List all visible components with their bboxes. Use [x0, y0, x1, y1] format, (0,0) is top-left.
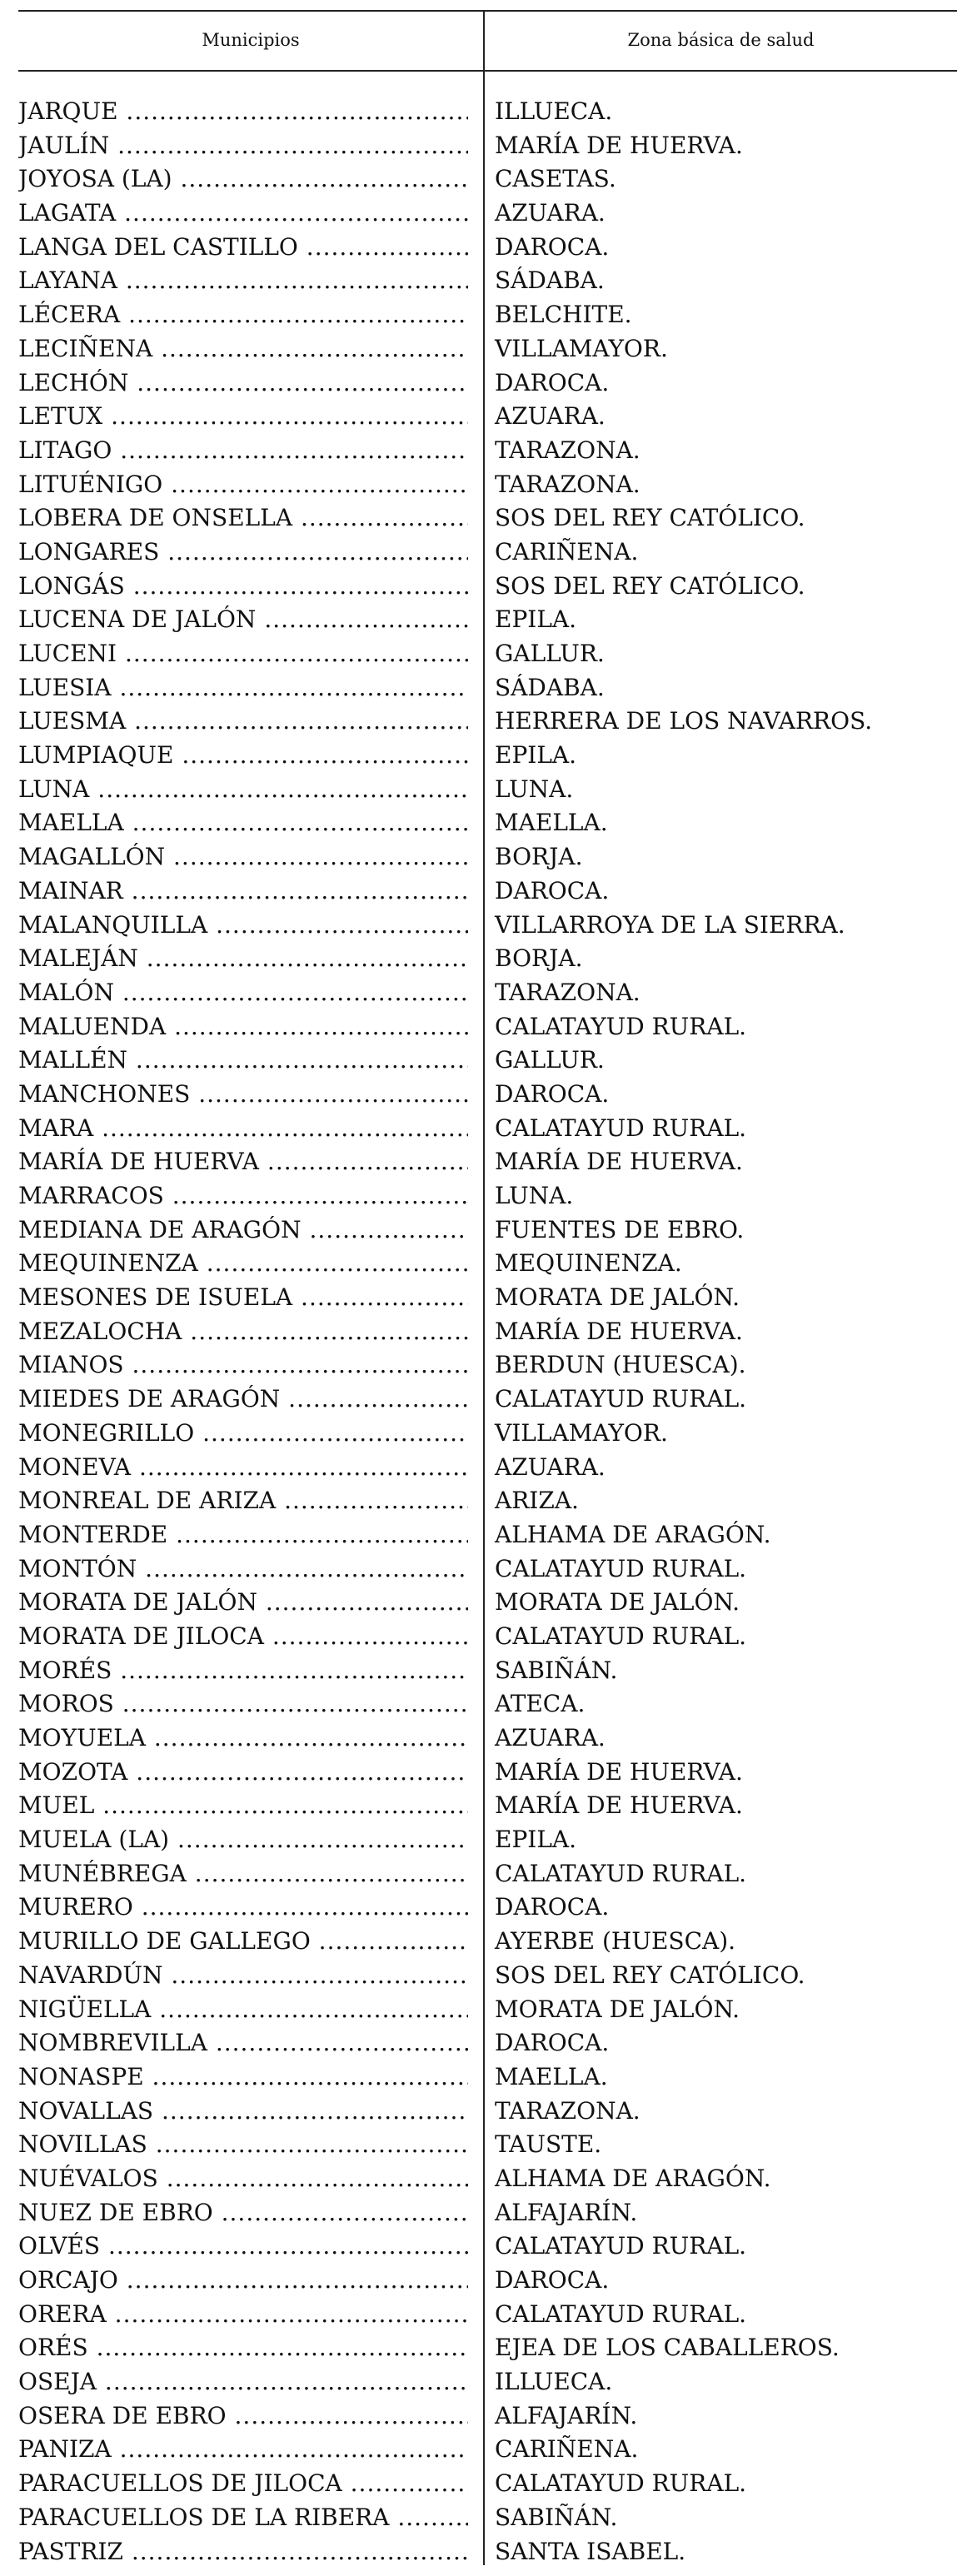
table-row [0, 1213, 957, 1248]
municipio-cell: MOZOTA ..... [18, 1756, 468, 1790]
municipio-cell: MUEL ..... [18, 1789, 468, 1823]
table-row [0, 1451, 957, 1485]
municipio-cell: NOVILLAS ..... [18, 2128, 468, 2162]
zona-cell: ATECA. [495, 1690, 586, 1718]
zona-cell: SÁDABA. [495, 267, 605, 295]
municipio-cell: OSERA DE EBRO ..... [18, 2399, 468, 2434]
table-row [0, 1857, 957, 1891]
municipio-cell: NIGÜELLA ..... [18, 1993, 468, 2027]
table-row [0, 2128, 957, 2162]
zona-cell: TARAZONA. [495, 436, 640, 464]
zona-cell: CALATAYUD RURAL. [495, 2469, 747, 2498]
zona-cell: DAROCA. [495, 1079, 610, 1108]
municipio-cell: PANIZA ..... [18, 2433, 468, 2467]
municipio-cell: MARÍA DE HUERVA ..... [18, 1145, 468, 1179]
municipio-cell: MALÓN ..... [18, 976, 468, 1010]
table-row [0, 874, 957, 909]
table-row [0, 1078, 957, 1112]
municipio-cell: LUNA ..... [18, 773, 468, 807]
zona-cell: AZUARA. [495, 1724, 606, 1751]
municipio-cell: LUESMA ..... [18, 705, 468, 739]
table-row [0, 1145, 957, 1179]
municipio-cell: LUCENI ..... [18, 637, 468, 671]
municipio-cell: LONGARES ..... [18, 536, 468, 570]
zona-cell: CARIÑENA. [495, 2435, 639, 2464]
table-row [0, 2399, 957, 2434]
municipio-cell: MIANOS ..... [18, 1348, 468, 1383]
zona-cell: MARÍA DE HUERVA. [495, 131, 743, 159]
table-row [0, 976, 957, 1010]
municipio-cell: MUNÉBREGA ..... [18, 1857, 468, 1891]
header-bottom-rule [18, 70, 957, 72]
table-row [0, 1586, 957, 1620]
municipio-cell: MONTÓN ..... [18, 1552, 468, 1587]
zona-cell: ALHAMA DE ARAGÓN. [495, 2164, 771, 2192]
municipio-cell: LAGATA ..... [18, 197, 468, 231]
table-row [0, 1891, 957, 1925]
zona-cell: AZUARA. [495, 402, 606, 431]
zona-cell: SABIÑÁN. [495, 2503, 618, 2531]
municipio-cell: LONGÁS ..... [18, 570, 468, 604]
zona-cell: ILLUECA. [495, 2368, 613, 2396]
table-row [0, 570, 957, 604]
zona-cell: SOS DEL REY CATÓLICO. [495, 504, 805, 532]
zona-cell: MORATA DE JALÓN. [495, 1588, 740, 1617]
zona-cell: AYERBE (HUESCA). [495, 1927, 736, 1956]
table-row [0, 2026, 957, 2060]
table-row [0, 1993, 957, 2027]
municipio-cell: PARACUELLOS DE JILOCA ..... [18, 2467, 468, 2501]
zona-cell: DAROCA. [495, 876, 610, 904]
zona-cell: CALATAYUD RURAL. [495, 1114, 747, 1142]
table-row [0, 264, 957, 298]
table-row [0, 231, 957, 265]
municipio-cell: NUEZ DE EBRO ..... [18, 2196, 468, 2230]
municipio-cell: OSEJA ..... [18, 2365, 468, 2399]
municipio-cell: NOVALLAS ..... [18, 2095, 468, 2129]
zona-cell: BELCHITE. [495, 301, 632, 329]
municipio-cell: ORERA ..... [18, 2298, 468, 2332]
table-row [0, 1518, 957, 1552]
municipio-cell: LITUÉNIGO ..... [18, 468, 468, 502]
municipio-cell: LITAGO ..... [18, 434, 468, 468]
table-row [0, 1823, 957, 1857]
zona-cell: ALFAJARÍN. [495, 2198, 638, 2226]
table-row [0, 603, 957, 637]
table-row [0, 1179, 957, 1213]
municipio-cell: JARQUE ..... [18, 95, 468, 129]
table-row [0, 1417, 957, 1451]
table-row [0, 637, 957, 671]
municipio-cell: MORÉS ..... [18, 1654, 468, 1688]
municipio-cell: LANGA DEL CASTILLO ..... [18, 231, 468, 265]
table-row [0, 2298, 957, 2332]
zona-cell: ILLUECA. [495, 97, 613, 125]
municipio-cell: MONEGRILLO ..... [18, 1417, 468, 1451]
table-row [0, 129, 957, 163]
municipio-cell: ORCAJO ..... [18, 2264, 468, 2298]
zona-cell: TARAZONA. [495, 2096, 640, 2125]
municipio-cell: MEZALOCHA ..... [18, 1315, 468, 1349]
zona-cell: VILLAMAYOR. [495, 1418, 668, 1447]
zona-cell: FUENTES DE EBRO. [495, 1215, 745, 1243]
municipio-cell: MARRACOS ..... [18, 1179, 468, 1213]
municipio-cell: NAVARDÚN ..... [18, 1959, 468, 1993]
table-row [0, 366, 957, 401]
zona-cell: GALLUR. [495, 640, 605, 667]
table-row [0, 1484, 957, 1518]
zona-cell: BERDUN (HUESCA). [495, 1351, 746, 1379]
table-row [0, 1925, 957, 1959]
municipio-cell: LUCENA DE JALÓN ..... [18, 603, 468, 637]
municipio-cell: MURILLO DE GALLEGO ..... [18, 1925, 468, 1959]
municipio-cell: LECHÓN ..... [18, 366, 468, 401]
table-row [0, 197, 957, 231]
municipio-cell: PARACUELLOS DE LA RIBERA ..... [18, 2501, 468, 2535]
zona-cell: MARÍA DE HUERVA. [495, 1148, 743, 1176]
table-row [0, 1687, 957, 1721]
table-row [0, 501, 957, 536]
table-row [0, 2433, 957, 2467]
municipio-cell: LECIÑENA ..... [18, 332, 468, 366]
municipio-cell: NUÉVALOS ..... [18, 2162, 468, 2196]
municipio-cell: LUESIA ..... [18, 671, 468, 705]
municipio-cell: PASTRIZ ..... [18, 2535, 468, 2569]
zona-cell: SÁDABA. [495, 673, 605, 701]
table-row [0, 400, 957, 434]
municipio-cell: OLVÉS ..... [18, 2230, 468, 2264]
municipio-cell: MEQUINENZA ..... [18, 1247, 468, 1281]
municipio-cell: MUELA (LA) ..... [18, 1823, 468, 1857]
zona-cell: CALATAYUD RURAL. [495, 1012, 747, 1040]
municipio-cell: MAELLA ..... [18, 806, 468, 840]
table-row [0, 2501, 957, 2535]
table-row [0, 332, 957, 366]
municipio-cell: MAINAR ..... [18, 874, 468, 909]
table-row [0, 2060, 957, 2095]
zona-cell: HERRERA DE LOS NAVARROS. [495, 707, 873, 735]
table-row [0, 2162, 957, 2196]
zona-cell: TARAZONA. [495, 978, 640, 1006]
municipio-cell: MORATA DE JILOCA ..... [18, 1620, 468, 1654]
table-row [0, 1552, 957, 1587]
zona-cell: MAELLA. [495, 2062, 608, 2090]
municipio-cell: MONREAL DE ARIZA ..... [18, 1484, 468, 1518]
municipio-cell: MOROS ..... [18, 1687, 468, 1721]
zona-cell: LUNA. [495, 1182, 574, 1209]
municipio-cell: MEDIANA DE ARAGÓN ..... [18, 1213, 468, 1248]
zona-cell: AZUARA. [495, 1452, 606, 1481]
municipio-cell: MONEVA ..... [18, 1451, 468, 1485]
table-row [0, 1281, 957, 1315]
zona-cell: GALLUR. [495, 1046, 605, 1074]
zona-cell: CALATAYUD RURAL. [495, 2299, 747, 2328]
zona-cell: TAUSTE. [495, 2130, 602, 2159]
municipio-cell: LETUX ..... [18, 400, 468, 434]
zona-cell: CALATAYUD RURAL. [495, 2232, 747, 2260]
zona-cell: MORATA DE JALÓN. [495, 1995, 740, 2023]
zona-cell: CALATAYUD RURAL. [495, 1554, 747, 1582]
table-row [0, 2264, 957, 2298]
table-row [0, 2365, 957, 2399]
zona-cell: AZUARA. [495, 199, 606, 227]
zona-cell: EPILA. [495, 741, 577, 770]
zona-cell: BORJA. [495, 944, 583, 973]
municipio-cell: MANCHONES ..... [18, 1078, 468, 1112]
table-row [0, 536, 957, 570]
zona-cell: ALHAMA DE ARAGÓN. [495, 1520, 771, 1548]
table-row [0, 1010, 957, 1044]
zona-cell: DAROCA. [495, 368, 610, 396]
municipio-cell: MIEDES DE ARAGÓN ..... [18, 1383, 468, 1417]
table-row [0, 298, 957, 332]
zona-cell: MORATA DE JALÓN. [495, 1283, 740, 1312]
municipio-cell: LÉCERA ..... [18, 298, 468, 332]
column-header-zona: Zona básica de salud [627, 30, 815, 50]
table-row [0, 95, 957, 129]
municipio-cell: NONASPE ..... [18, 2060, 468, 2095]
table-row [0, 2196, 957, 2230]
zona-cell: BORJA. [495, 843, 583, 871]
zona-cell: DAROCA. [495, 232, 610, 261]
municipio-cell: LOBERA DE ONSELLA ..... [18, 501, 468, 536]
table-row [0, 2535, 957, 2569]
municipio-cell: MONTERDE ..... [18, 1518, 468, 1552]
municipio-cell: NOMBREVILLA ..... [18, 2026, 468, 2060]
zona-cell: MARÍA DE HUERVA. [495, 1317, 743, 1345]
table-row [0, 2095, 957, 2129]
zona-cell: DAROCA. [495, 2266, 610, 2294]
table-row [0, 2331, 957, 2365]
table-row [0, 1756, 957, 1790]
column-header-municipios: Municipios [202, 30, 300, 50]
zona-cell: DAROCA. [495, 1893, 610, 1921]
table-row [0, 840, 957, 874]
table-row [0, 2467, 957, 2501]
table-row [0, 773, 957, 807]
zona-cell: MEQUINENZA. [495, 1249, 682, 1278]
zona-cell: EPILA. [495, 1826, 577, 1854]
municipio-cell: MALLÉN ..... [18, 1044, 468, 1078]
zona-cell: VILLAMAYOR. [495, 334, 668, 362]
municipio-cell: JOYOSA (LA) ..... [18, 162, 468, 197]
zona-cell: CALATAYUD RURAL. [495, 1622, 747, 1650]
zona-cell: CARIÑENA. [495, 537, 639, 566]
table-row [0, 1654, 957, 1688]
zona-cell: EPILA. [495, 605, 577, 634]
zona-cell: MAELLA. [495, 809, 608, 837]
municipio-cell: MALUENDA ..... [18, 1010, 468, 1044]
municipio-cell: MALEJÁN ..... [18, 942, 468, 976]
table-row [0, 1112, 957, 1146]
municipio-cell: LUMPIAQUE ..... [18, 739, 468, 773]
municipio-cell: LAYANA ..... [18, 264, 468, 298]
table-row [0, 1247, 957, 1281]
municipio-cell: MALANQUILLA ..... [18, 909, 468, 943]
zona-cell: MARÍA DE HUERVA. [495, 1791, 743, 1820]
municipio-cell: MARA ..... [18, 1112, 468, 1146]
table-row [0, 1959, 957, 1993]
table-row [0, 1721, 957, 1756]
zona-cell: VILLARROYA DE LA SIERRA. [495, 910, 845, 939]
table-row [0, 1315, 957, 1349]
table-row [0, 1044, 957, 1078]
table-row [0, 1383, 957, 1417]
zona-cell: SABIÑÁN. [495, 1656, 618, 1684]
zona-cell: SOS DEL REY CATÓLICO. [495, 571, 805, 600]
zona-cell: CASETAS. [495, 165, 616, 193]
table-row [0, 1620, 957, 1654]
table-row [0, 468, 957, 502]
table-row [0, 162, 957, 197]
table-row [0, 2230, 957, 2264]
zona-cell: ALFAJARÍN. [495, 2401, 638, 2429]
municipio-cell: MESONES DE ISUELA ..... [18, 1281, 468, 1315]
table-row [0, 942, 957, 976]
municipio-cell: MOYUELA ..... [18, 1721, 468, 1756]
table-row [0, 434, 957, 468]
zona-cell: MARÍA DE HUERVA. [495, 1757, 743, 1786]
zona-cell: ARIZA. [495, 1487, 579, 1515]
zona-cell: LUNA. [495, 775, 574, 803]
municipio-cell: MORATA DE JALÓN ..... [18, 1586, 468, 1620]
table-row [0, 739, 957, 773]
zona-cell: TARAZONA. [495, 470, 640, 498]
table-body [0, 95, 957, 2569]
zona-cell: DAROCA. [495, 2029, 610, 2057]
zona-cell: CALATAYUD RURAL. [495, 1859, 747, 1887]
table-row [0, 1348, 957, 1383]
table-row [0, 806, 957, 840]
zona-cell: CALATAYUD RURAL. [495, 1385, 747, 1413]
table-row [0, 1789, 957, 1823]
municipio-cell: MURERO ..... [18, 1891, 468, 1925]
table-row [0, 705, 957, 739]
zona-cell: EJEA DE LOS CABALLEROS. [495, 2334, 840, 2362]
municipio-cell: MAGALLÓN ..... [18, 840, 468, 874]
zona-cell: SANTA ISABEL. [495, 2537, 686, 2565]
zona-cell: SOS DEL REY CATÓLICO. [495, 1961, 805, 1989]
table-row [0, 671, 957, 705]
municipio-cell: ORÉS ..... [18, 2331, 468, 2365]
table-row [0, 909, 957, 943]
municipio-cell: JAULÍN ..... [18, 129, 468, 163]
